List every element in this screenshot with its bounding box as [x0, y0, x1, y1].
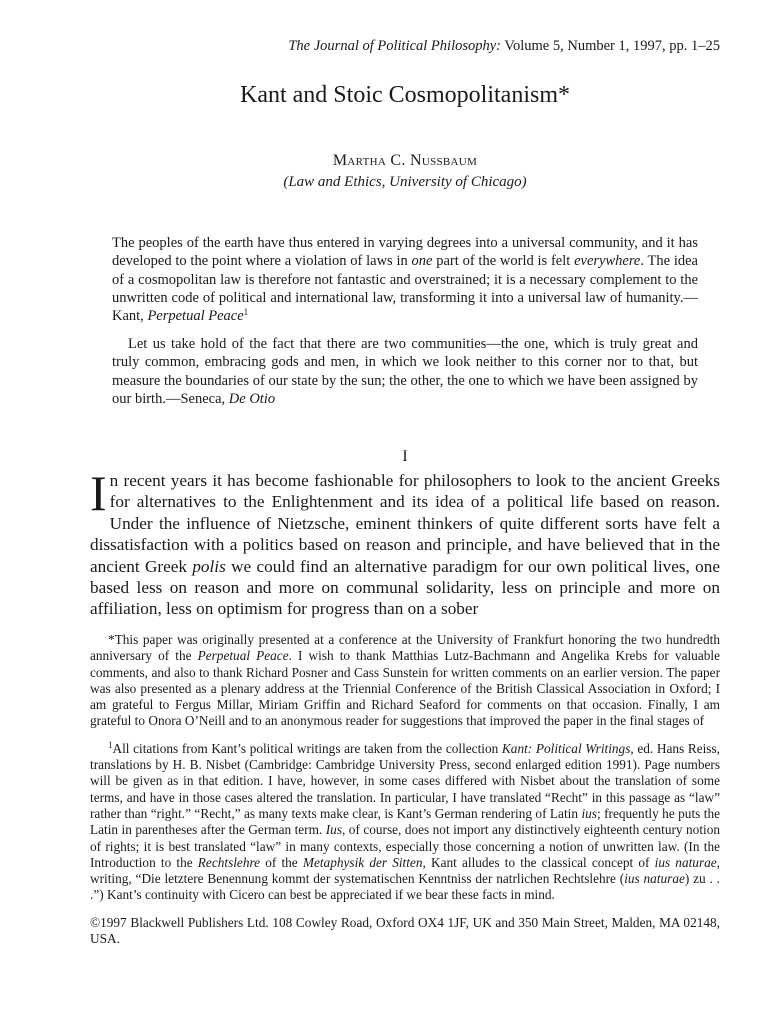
- footnote-1: $^1$All citations from Kant’s political writings are taken from the collection Kant: Political Writings, ed. Hans Reiss, translations by H. B. Nisbet (Cambridge: Cambridge University Press, second enlarged edition 1991). Page numbers will be given as in that edition. I have, however, in some cases differed with Nisbet about the translation of some terms, and have in those cases altered the translation. In particular, I have translated “Recht” in this passage as “law” rather than “right.” “Recht,” as many texts make clear, is Kant’s German rendering of Latin ius; frequently he puts the Latin in parentheses after the German term. Ius, of course, does not import any distinctively eighteenth century notion of rights; it is best translated “law” in many contexts, especially those concerning a notion of unwritten law. (In the Introduction to the Rechtslehre of the Metaphysik der Sitten, Kant alludes to the classical concept of ius naturae, writing, “Die letztere Benennung kommt der systematischen Kenntniss der natrlichen Rechtslehre (ius naturae) zu . . .”) Kant’s continuity with Cicero can best be appreciated if we bear these facts in mind.: [90, 739, 721, 903]
- running-head: [288, 38, 720, 55]
- issue-info: Volume 5, Number 1, 1997, pp. 1–25: [501, 38, 720, 54]
- epigraph-seneca-source: De Otio: [228, 390, 276, 407]
- article-title: Kant and Stoic Cosmopolitanism*: [240, 82, 570, 108]
- footnote-ref-1: 1: [243, 307, 249, 318]
- author-affiliation: (Law and Ethics, University of Chicago): [283, 174, 527, 190]
- footnotes: [90, 632, 720, 947]
- section-number: I: [402, 448, 408, 465]
- epigraph-seneca: Let us take hold of the fact that there are two communities—the one, which is truly great and truly common, embracing gods and men, in which we look neither to this corner nor to that, but measure the boundaries of our state by the sun; the other, the one to which we have been assigned by our birth.—Seneca, De Otio: [112, 336, 698, 407]
- epigraph-kant-source: Perpetual Peace: [147, 308, 244, 325]
- author-name: Martha C. Nussbaum: [332, 152, 478, 169]
- footnote-marker-1: 1: [108, 739, 113, 750]
- drop-cap: I: [90, 465, 107, 521]
- body-paragraph: In recent years it has become fashionable for philosophers to look to the ancient Greeks for alternatives to the Enlightenment and its idea of a political life based on reason. Under the influence of Nietzsche, eminent thinkers of quite different sorts have felt a dissatisfaction with a politics based on reason and principle, and have believed that in the ancient Greek polis we could find an alternative paradigm for our own political lives, one based less on reason and more on communal solidarity, less on principle and more on affiliation, less on optimism for progress than on a sober: [90, 465, 720, 619]
- epigraph-kant: The peoples of the earth have thus entered in varying degrees into a universal community, and it has developed to the point where a violation of laws in one part of the world is felt everywhere. The idea of a cosmopolitan law is therefore not fantastic and overstrained; it is a necessary complement to the unwritten code of political and international law, transforming it into a universal law of humanity.—Kant, Perpetual Peace$^1$: [112, 235, 698, 325]
- journal-name: The Journal of Political Philosophy:: [288, 38, 502, 54]
- copyright-notice: ©1997 Blackwell Publishers Ltd. 108 Cowley Road, Oxford OX4 1JF, UK and 350 Main Street, Malden, MA 02148, USA.: [90, 914, 720, 947]
- footnote-star: *This paper was originally presented at a conference at the University of Frankfurt honoring the two hundredth anniversary of the Perpetual Peace. I wish to thank Matthias Lutz-Bachmann and Angelika Krebs for valuable comments, and also to thank Richard Posner and Cass Sunstein for written comments on an earlier version. The paper was also presented as a plenary address at the Triennial Conference of the British Classical Association in Oxford; I am grateful to Fergus Millar, Miriam Griffin and Richard Seaford for comments on that occasion. Finally, I am grateful to Onora O’Neill and to an anonymous reader for suggestions that improved the paper in the final stages of: [90, 632, 720, 729]
